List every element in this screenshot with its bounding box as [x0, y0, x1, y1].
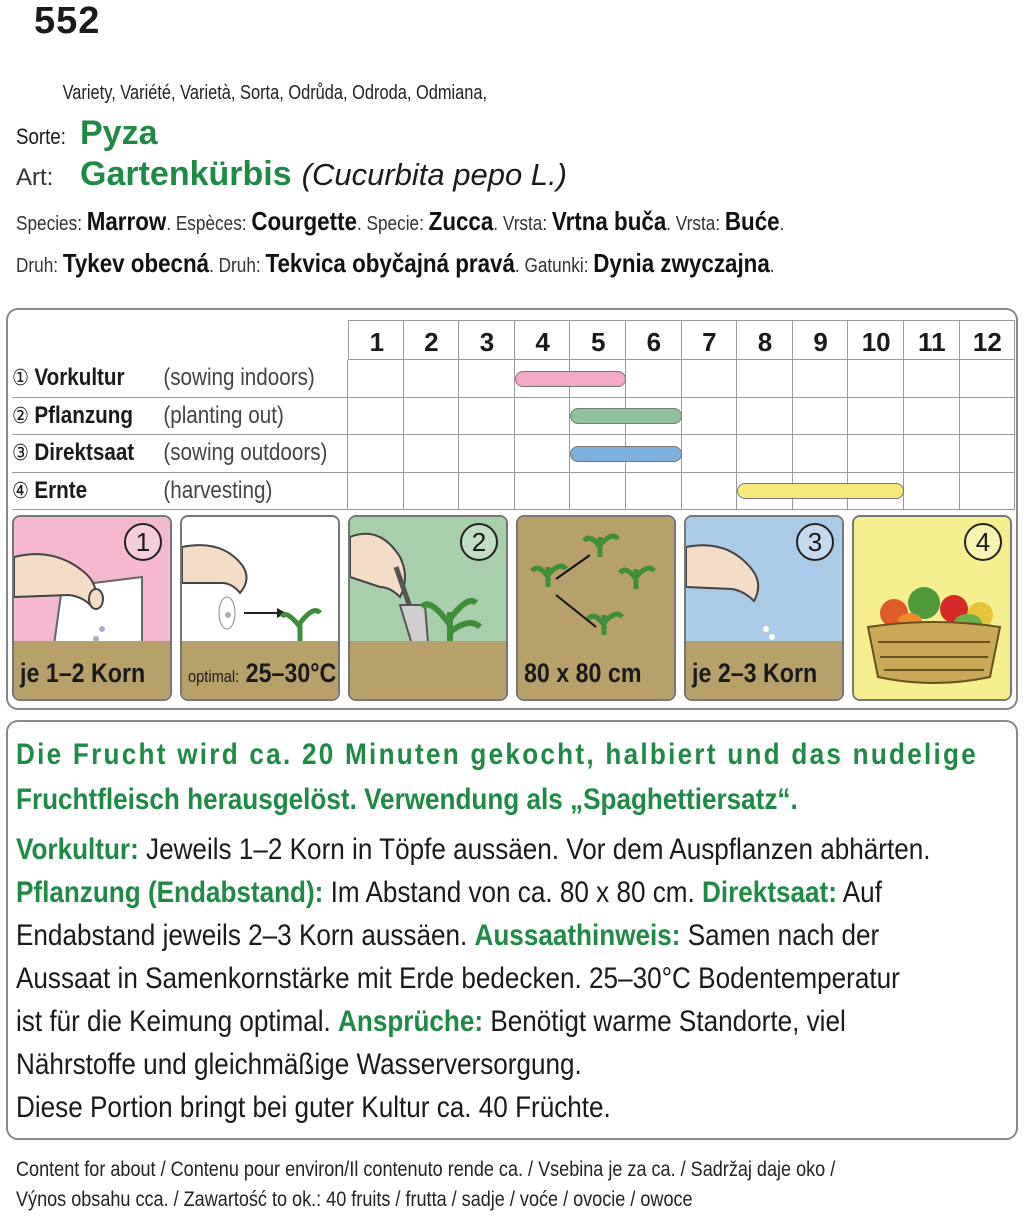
- calendar-cell: [404, 435, 460, 473]
- species-translations-line-2: [16, 248, 775, 279]
- species-lang-label: . Druh:: [209, 255, 266, 277]
- calendar-cell: [960, 473, 1016, 511]
- sorte-row: [16, 114, 158, 153]
- step-number: 2: [460, 523, 498, 561]
- calendar-cell: [626, 473, 682, 511]
- species-lang-label: . Vrsta:: [493, 213, 552, 235]
- species-lang-label: Species:: [16, 213, 87, 235]
- species-lang-label: . Espèces:: [166, 213, 252, 235]
- month-label: 11: [918, 327, 946, 357]
- species-name: Dynia zwyczajna: [593, 248, 770, 278]
- calendar-row-label: [12, 402, 284, 430]
- row-name-en: (harvesting): [163, 476, 273, 504]
- calendar-period-bar: [515, 371, 626, 387]
- step-sowing-indoors: [12, 515, 172, 701]
- species-lang-label: . Gatunki:: [514, 255, 594, 277]
- calendar-cell: [515, 473, 571, 511]
- calendar-cell: [904, 398, 960, 436]
- species-lang-label: . Specie:: [356, 213, 429, 235]
- calendar-cell: [682, 360, 738, 398]
- species-name: Tekvica obyčajná pravá: [265, 248, 515, 278]
- month-label: 9: [813, 327, 828, 357]
- species-translations-line-1: [16, 206, 784, 237]
- variety-languages-line: Variety, Variété, Varietà, Sorta, Odrůda, Odroda, Odmiana,: [62, 82, 488, 104]
- calendar-row-label: [12, 477, 272, 505]
- species-name: Vrtna buča: [551, 206, 667, 236]
- calendar-cell: [737, 360, 793, 398]
- month-header-cell: [737, 320, 793, 360]
- month-label: 2: [424, 327, 439, 357]
- month-header-cell: [404, 320, 460, 360]
- vorkultur-text: Jeweils 1–2 Korn in Töpfe aussäen. Vor dem Auspflanzen abhärten.: [138, 833, 931, 866]
- calendar-cell: [682, 473, 738, 511]
- content-line-1: Content for about / Contenu pour environ/Il contenuto rende ca. / Vsebina je za ca. / Sadržaj daje oko /: [16, 1158, 836, 1181]
- month-header-cell: [904, 320, 960, 360]
- calendar-cell: [404, 473, 460, 511]
- month-label: 12: [972, 327, 1002, 357]
- calendar-cell: [904, 473, 960, 511]
- calendar-cell: [348, 398, 404, 436]
- intro-line-1: Die Frucht wird ca. 20 Minuten gekocht, halbiert und das nudelige: [16, 738, 979, 771]
- step-number: 3: [796, 523, 834, 561]
- step-planting-out: [348, 515, 508, 701]
- aussaat-text: Samen nach der: [680, 919, 880, 952]
- species-lang-label: . Vrsta:: [666, 213, 725, 235]
- row-name-en: (sowing indoors): [163, 364, 315, 391]
- calendar-cell: [348, 435, 404, 473]
- calendar-cell: [515, 435, 571, 473]
- calendar-row-label: [12, 364, 315, 392]
- aussaat-text-3: ist für die Keimung optimal.: [16, 1005, 339, 1038]
- calendar-cell: [960, 360, 1016, 398]
- calendar-period-bar: [570, 408, 681, 424]
- species-lang-label: .: [769, 255, 775, 277]
- row-name-de: Ernte: [34, 476, 88, 504]
- row-name-de: Vorkultur: [34, 364, 125, 391]
- portion-text: Diese Portion bringt bei guter Kultur ca. 40 Früchte.: [16, 1091, 611, 1124]
- row-number: ③: [12, 440, 29, 465]
- calendar-cell: [904, 435, 960, 473]
- month-label: 6: [646, 327, 662, 357]
- row-number: ④: [12, 477, 29, 503]
- anspruche-label: Ansprüche:: [338, 1005, 484, 1038]
- month-header-cell: [515, 320, 571, 360]
- soil: [350, 641, 506, 699]
- description-intro: [16, 732, 979, 822]
- sorte-label: Sorte:: [16, 124, 66, 149]
- calendar-cell: [348, 473, 404, 511]
- month-label: 3: [479, 327, 495, 357]
- species-name: Courgette: [251, 206, 357, 236]
- calendar-cell: [904, 360, 960, 398]
- step-germination-temperature: [180, 515, 340, 701]
- sorte-value: Pyza: [80, 114, 158, 152]
- month-header-cell: [960, 320, 1016, 360]
- calendar-cell: [737, 398, 793, 436]
- row-name-de: Pflanzung: [34, 401, 133, 429]
- calendar-period-bar: [570, 446, 681, 462]
- calendar-cell: [570, 473, 626, 511]
- calendar-cell: [960, 435, 1016, 473]
- species-name: Buće: [724, 206, 780, 236]
- direktsaat-label: Direktsaat:: [702, 876, 837, 909]
- calendar-cell: [682, 398, 738, 436]
- optimal-label: optimal:: [188, 667, 240, 686]
- calendar-period-bar: [737, 483, 904, 499]
- calendar-row-label: [12, 439, 327, 467]
- aussaat-label: Aussaathinweis:: [474, 919, 681, 952]
- month-header-cell: [459, 320, 515, 360]
- species-name: Marrow: [86, 206, 167, 236]
- calendar-cell: [459, 398, 515, 436]
- step-harvesting: [852, 515, 1012, 701]
- calendar-cell: [793, 398, 849, 436]
- calendar-cell: [960, 398, 1016, 436]
- art-row: [16, 155, 567, 194]
- month-header-cell: [348, 320, 404, 360]
- packet-number: 552: [34, 0, 101, 42]
- calendar-cell: [459, 473, 515, 511]
- step-label: je 2–3 Korn: [692, 658, 818, 688]
- month-label: 5: [590, 327, 606, 357]
- calendar-cell: [404, 360, 460, 398]
- calendar-cell: [404, 398, 460, 436]
- step-label: [188, 658, 336, 689]
- step-number: 4: [964, 523, 1002, 561]
- month-label: 1: [369, 327, 385, 357]
- month-label: 8: [757, 327, 773, 357]
- month-header-cell: [848, 320, 904, 360]
- row-name-de: Direktsaat: [34, 439, 135, 466]
- month-header-cell: [626, 320, 682, 360]
- calendar-cell: [515, 398, 571, 436]
- temperature-value: 25–30°C: [245, 658, 337, 688]
- aussaat-text-2: Aussaat in Samenkornstärke mit Erde bedecken. 25–30°C Bodentemperatur: [16, 962, 900, 995]
- anspruche-text-2: Nährstoffe und gleichmäßige Wasserversorgung.: [16, 1048, 582, 1081]
- row-name-en: (planting out): [163, 401, 284, 429]
- vorkultur-label: Vorkultur:: [16, 833, 139, 866]
- calendar-cell: [348, 360, 404, 398]
- row-name-en: (sowing outdoors): [163, 439, 328, 466]
- month-header-cell: [682, 320, 738, 360]
- calendar-cell: [459, 435, 515, 473]
- step-number: 1: [124, 523, 162, 561]
- month-label: 7: [702, 327, 717, 357]
- calendar-cell: [848, 435, 904, 473]
- step-sowing-outdoors: [684, 515, 844, 701]
- month-label: 10: [861, 327, 891, 357]
- art-latin-name: (Cucurbita pepo L.): [301, 157, 567, 192]
- step-label: je 1–2 Korn: [20, 658, 146, 688]
- calendar-cell: [793, 435, 849, 473]
- art-label: Art:: [16, 164, 54, 191]
- calendar-cell: [459, 360, 515, 398]
- content-line-2: Výnos obsahu cca. / Zawartość to ok.: 40 fruits / frutta / sadje / voće / ovocie / owoce: [16, 1188, 693, 1211]
- description-body: [16, 828, 973, 1129]
- calendar-cell: [848, 398, 904, 436]
- intro-line-2: Fruchtfleisch herausgelöst. Verwendung als „Spaghettiersatz“.: [16, 783, 798, 816]
- calendar-cell: [793, 360, 849, 398]
- pflanzung-text: Im Abstand von ca. 80 x 80 cm.: [323, 876, 703, 909]
- row-number: ①: [12, 365, 29, 390]
- art-value: Gartenkürbis: [80, 155, 292, 193]
- month-header-cell: [570, 320, 626, 360]
- calendar-cell: [848, 360, 904, 398]
- step-spacing: [516, 515, 676, 701]
- species-name: Tykev obecná: [62, 248, 210, 278]
- calendar-cell: [737, 435, 793, 473]
- calendar-cell: [682, 435, 738, 473]
- month-header-cell: [793, 320, 849, 360]
- calendar-cell: [626, 360, 682, 398]
- row-number: ②: [12, 402, 29, 428]
- species-name: Zucca: [428, 206, 494, 236]
- pflanzung-label: Pflanzung (Endabstand):: [16, 876, 324, 909]
- month-label: 4: [535, 327, 550, 357]
- direktsaat-text: Auf: [836, 876, 882, 909]
- species-lang-label: .: [779, 213, 785, 235]
- species-lang-label: Druh:: [16, 255, 63, 277]
- step-label: 80 x 80 cm: [524, 658, 642, 688]
- direktsaat-text-2: Endabstand jeweils 2–3 Korn aussäen.: [16, 919, 475, 952]
- anspruche-text: Benötigt warme Standorte, viel: [483, 1005, 846, 1038]
